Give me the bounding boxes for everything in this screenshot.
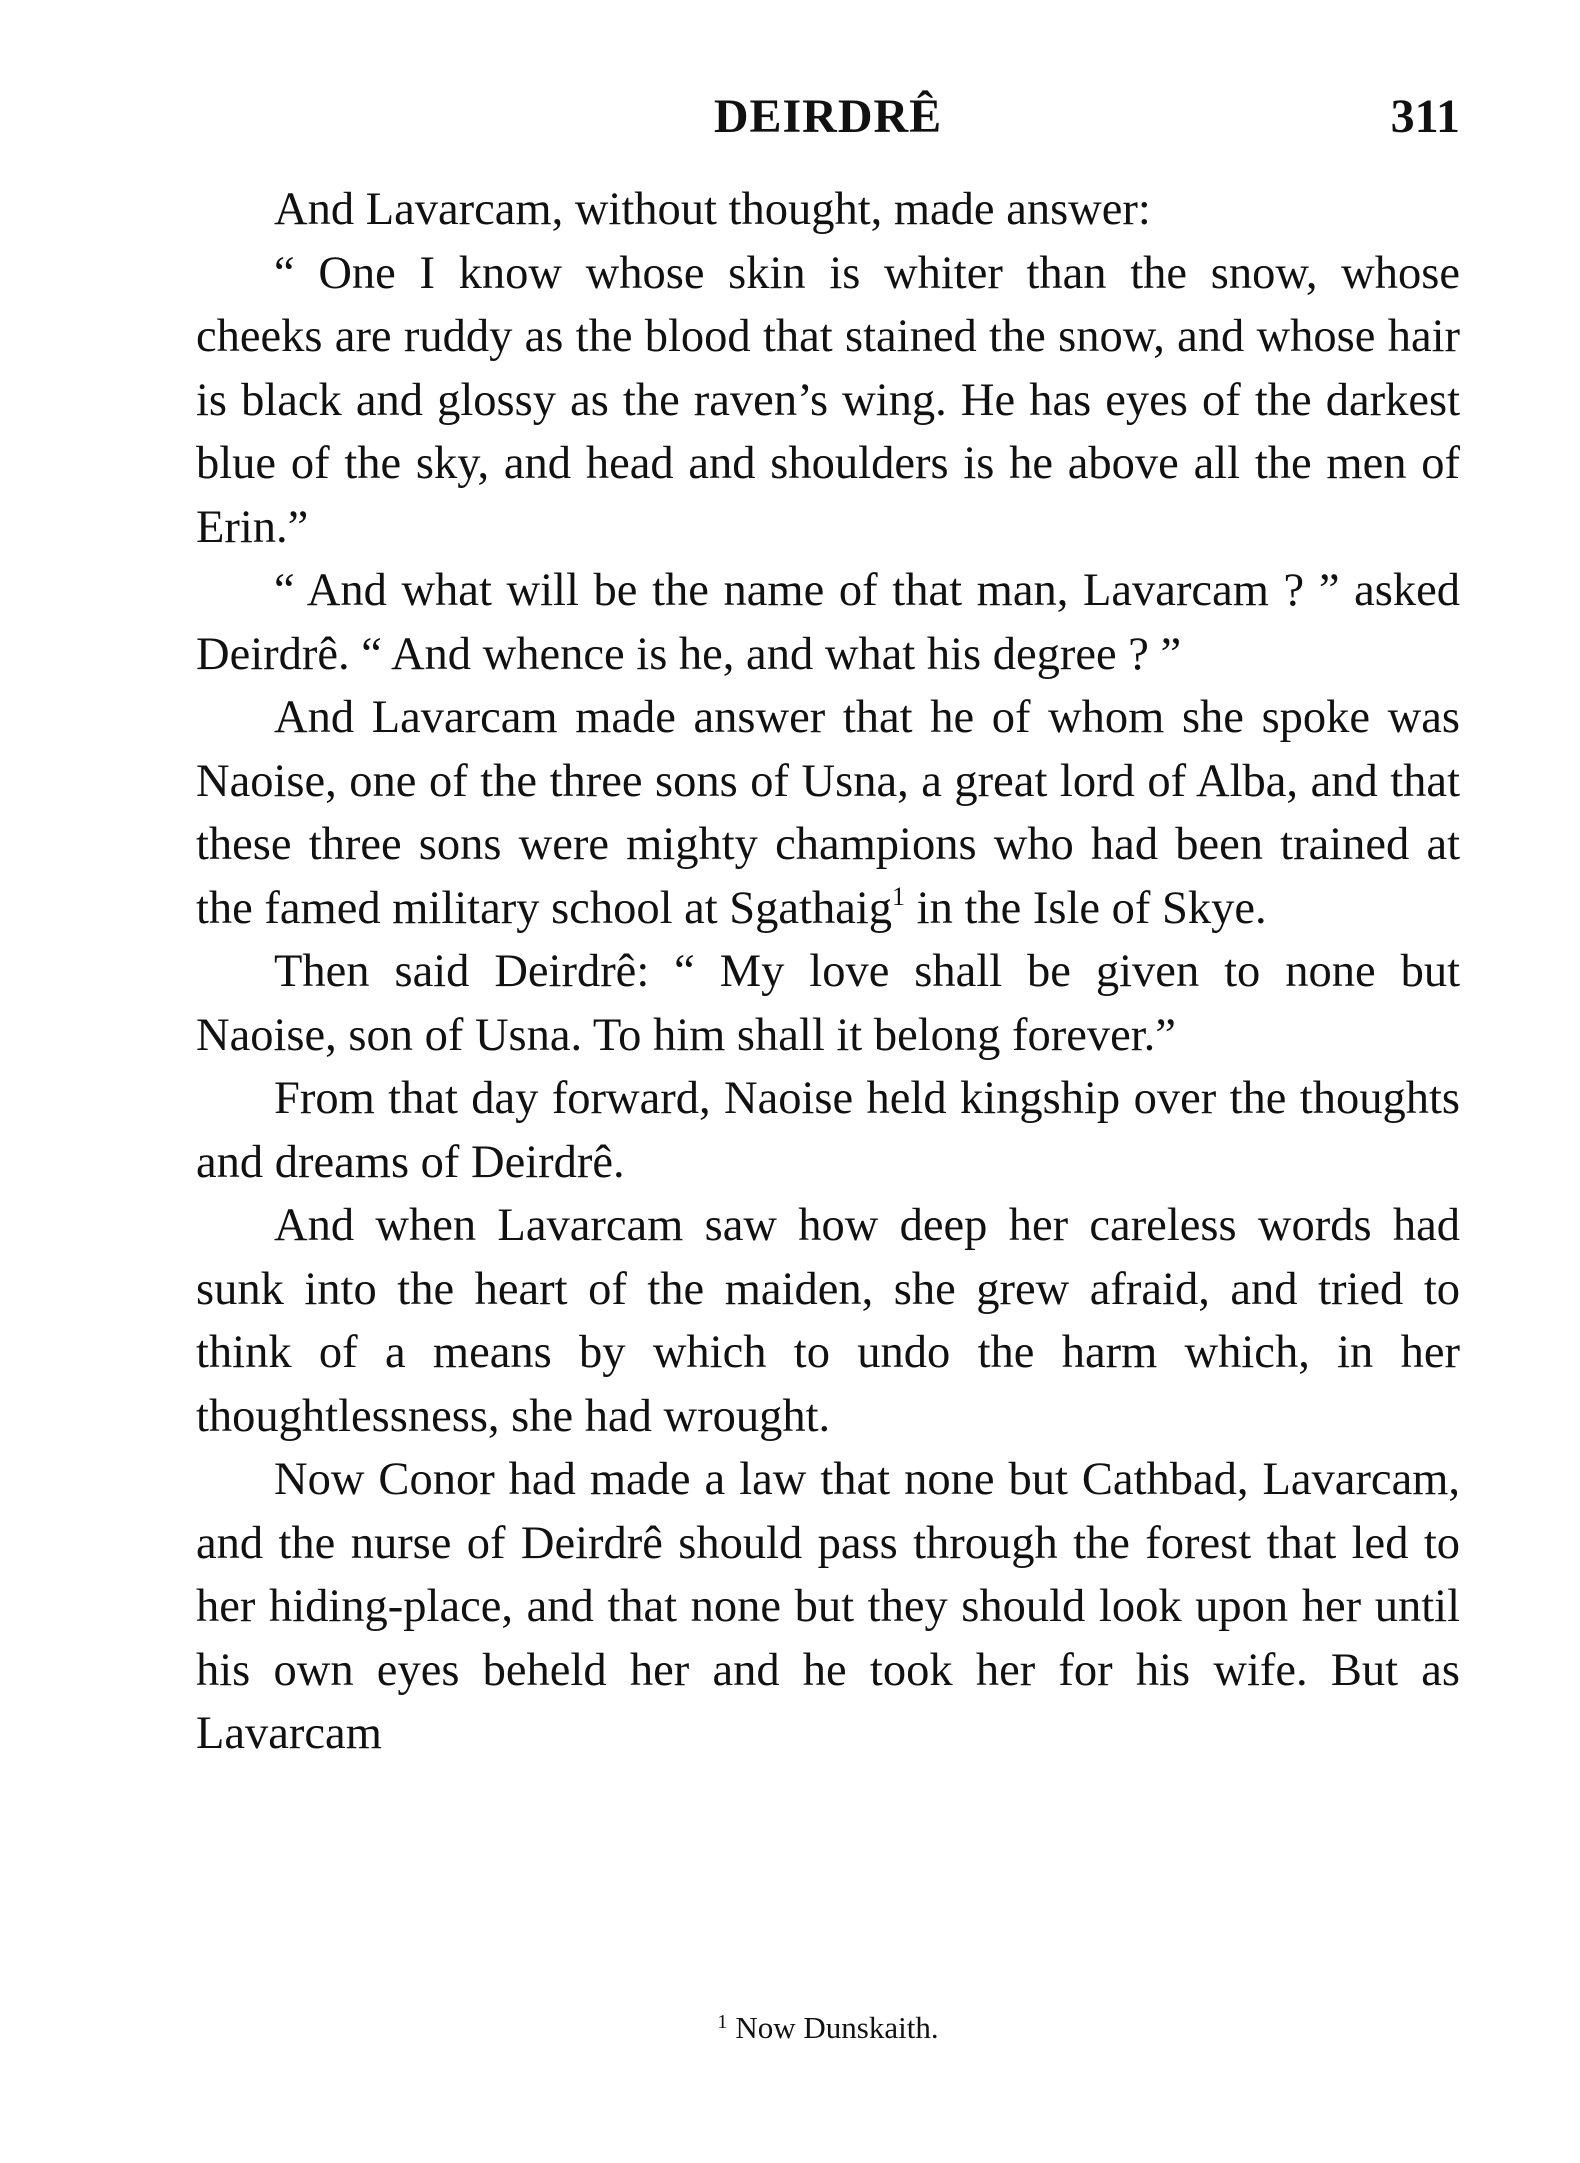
footnote-mark: 1 <box>717 2011 728 2033</box>
paragraph-3: “ And what will be the name of that man, Lavarcam ? ” asked Deirdrê. “ And whence is he, and what his degree ? ” <box>196 565 1460 680</box>
paragraph-8: Now Conor had made a law that none but Cathbad, Lavarcam, and the nurse of Deirdrê should pass through the forest that led to her hiding-place, and that none but they should look upon her until his own eyes beheld her and he took her for his wife. But as Lavarcam <box>196 1454 1460 1759</box>
running-head <box>196 82 1460 152</box>
page-number: 311 <box>1390 90 1460 143</box>
paragraph-7: And when Lavarcam saw how deep her careless words had sunk into the heart of the maiden, she grew afraid, and tried to think of a means by which to undo the harm which, in her thoughtlessness, she had wrought. <box>196 1200 1460 1442</box>
paragraph-1: And Lavarcam, without thought, made answer: <box>274 184 1151 235</box>
paragraph-5: Then said Deirdrê: “ My love shall be given to none but Naoise, son of Usna. To him shall it belong forever.” <box>196 946 1460 1061</box>
footnote <box>196 2000 1460 2050</box>
paragraph-4 <box>196 686 1460 940</box>
paragraph-6: From that day forward, Naoise held kingship over the thoughts and dreams of Deirdrê. <box>196 1073 1460 1188</box>
paragraph-2: “ One I know whose skin is whiter than the snow, whose cheeks are ruddy as the blood that stained the snow, and whose hair is black and glossy as the raven’s wing. He has eyes of the darkest blue of the sky, and head and shoulders is he above all the men of Erin.” <box>196 247 1460 553</box>
paragraph-4-text-after: in the Isle of Skye. <box>905 882 1267 934</box>
running-title: DEIRDRÊ <box>713 90 943 143</box>
body-text <box>196 178 1460 1766</box>
paragraph-4-text-before: And Lavarcam made answer that he of whom she spoke was Naoise, one of the three sons of Usna, a great lord of Alba, and that these three sons were mighty champions who had been trained at the famed military school at Sgathaig <box>196 692 1460 934</box>
footnote-reference: 1 <box>892 881 906 911</box>
footnote-text: Now Dunskaith. <box>735 2010 939 2045</box>
